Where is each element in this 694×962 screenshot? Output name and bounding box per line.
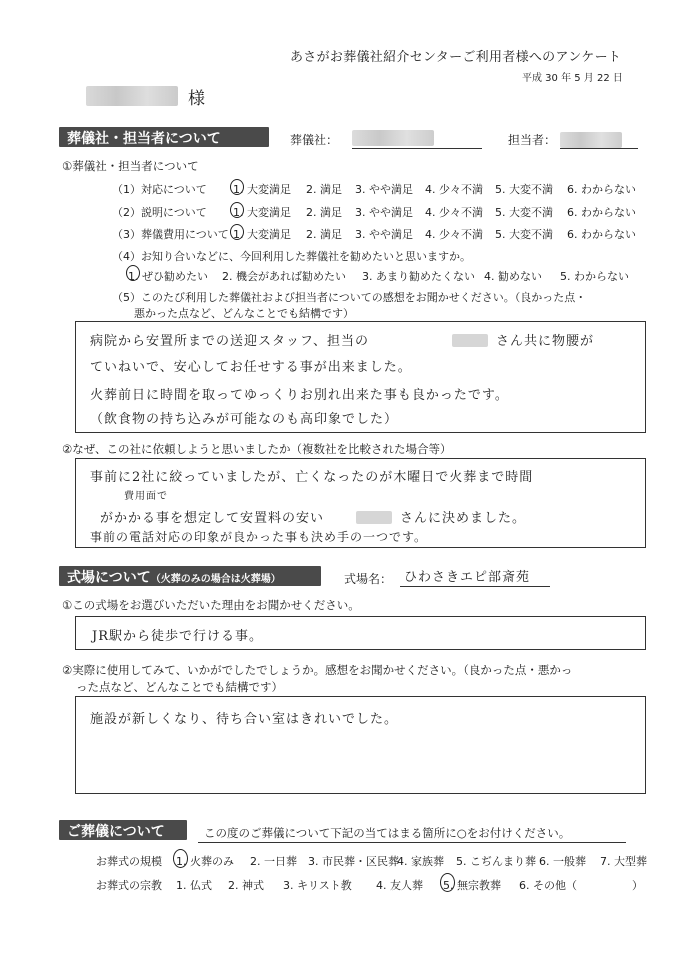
option-5: 5. 大変不満 bbox=[495, 206, 553, 219]
option-2: 2. 満足 bbox=[306, 206, 342, 219]
religion-option-4: 4. 友人葬 bbox=[376, 879, 423, 892]
venue-name-handwritten: ひわさきエピ部斎苑 bbox=[404, 570, 531, 585]
funeral-company-label: 葬儀社： bbox=[290, 133, 339, 147]
option-6: 6. わからない bbox=[567, 206, 636, 219]
section-heading-venue-note: （火葬のみの場合は火葬場） bbox=[150, 574, 281, 585]
option-1: 1. 大変満足 bbox=[233, 183, 291, 196]
option-2: 2. 満足 bbox=[306, 183, 342, 196]
handwritten-line: 病院から安置所までの送迎スタッフ、担当の bbox=[90, 334, 369, 349]
religion-option-5: 5. 無宗教葬 bbox=[443, 879, 501, 892]
venue-label: 式場名： bbox=[344, 572, 393, 586]
option-2: 2. 機会があれば勧めたい bbox=[222, 270, 346, 283]
handwritten-line: さん共に物腰が bbox=[496, 334, 595, 349]
q1-item-label: （3）葬儀費用について bbox=[112, 228, 229, 241]
staff-underline bbox=[560, 148, 638, 149]
religion-option-2: 2. 神式 bbox=[228, 879, 264, 892]
handwritten-line: 事前に2社に絞っていましたが、亡くなったのが木曜日で火葬まで時間 bbox=[90, 470, 534, 485]
selected-circle-mark bbox=[440, 873, 455, 892]
q1-item-label: （2）説明について bbox=[112, 206, 207, 219]
option-4: 4. 少々不満 bbox=[425, 228, 483, 241]
option-3: 3. やや満足 bbox=[355, 228, 413, 241]
option-4: 4. 少々不満 bbox=[425, 206, 483, 219]
section-heading-venue bbox=[59, 566, 321, 586]
venue-q1-text: ①この式場をお選びいただいた理由をお聞かせください。 bbox=[62, 598, 360, 612]
redacted-staff-handwritten bbox=[452, 334, 488, 347]
scale-option-7: 7. 大型葬 bbox=[600, 855, 647, 868]
religion-option-1: 1. 仏式 bbox=[176, 879, 212, 892]
religion-option-3: 3. キリスト教 bbox=[283, 879, 352, 892]
religion-option-close: ） bbox=[632, 879, 643, 892]
redacted-funeral-company bbox=[352, 130, 434, 146]
handwritten-line: 火葬前日に時間を取ってゆっくりお別れ出来た事も良かったです。 bbox=[90, 388, 509, 403]
option-4: 4. 勧めない bbox=[484, 270, 542, 283]
scale-option-3: 3. 市民葬・区民葬 bbox=[308, 855, 399, 868]
handwritten-insertion: 費用面で bbox=[124, 491, 168, 502]
q1-5-text-line2: 悪かった点など、どんなことでも結構です） bbox=[134, 307, 354, 320]
selected-circle-mark bbox=[230, 202, 244, 218]
option-1: 1. ぜひ勧めたい bbox=[128, 270, 208, 283]
scale-label: お葬式の規模 bbox=[96, 855, 162, 868]
option-5: 5. わからない bbox=[560, 270, 629, 283]
option-2: 2. 満足 bbox=[306, 228, 342, 241]
option-3: 3. あまり勧めたくない bbox=[362, 270, 475, 283]
scale-option-1: 1. 火葬のみ bbox=[176, 855, 234, 868]
option-1: 1. 大変満足 bbox=[233, 228, 291, 241]
section-heading-funeral: ご葬儀について bbox=[59, 820, 187, 840]
option-6: 6. わからない bbox=[567, 183, 636, 196]
redacted-customer-name bbox=[86, 86, 178, 106]
venue-q2-line2: った点など、どんなことでも結構です） bbox=[76, 680, 283, 694]
q1-4-text: （4）お知り合いなどに、今回利用した葬儀社を勧めたいと思いますか。 bbox=[112, 250, 471, 263]
scale-option-4: 4. 家族葬 bbox=[397, 855, 444, 868]
survey-date: 平成 30 年 5 月 22 日 bbox=[522, 73, 623, 84]
instruction-underline bbox=[198, 842, 626, 843]
scale-option-5: 5. こぢんまり葬 bbox=[456, 855, 536, 868]
handwritten-line: （飲食物の持ち込みが可能なのも高印象でした） bbox=[90, 412, 399, 427]
handwritten-line: さんに決めました。 bbox=[400, 511, 527, 526]
option-4: 4. 少々不満 bbox=[425, 183, 483, 196]
religion-option-6: 6. その他（ bbox=[519, 879, 577, 892]
handwritten-line: ていねいで、安心してお任せする事が出来ました。 bbox=[90, 360, 412, 375]
selected-circle-mark bbox=[126, 265, 140, 281]
option-6: 6. わからない bbox=[567, 228, 636, 241]
q1-5-text-line1: （5）このたび利用した葬儀社および担当者についての感想をお聞かせください。（良かった点・ bbox=[112, 291, 587, 304]
staff-label: 担当者： bbox=[508, 133, 557, 147]
selected-circle-mark bbox=[173, 849, 188, 868]
venue-q2-line1: ②実際に使用してみて、いかがでしたでしょうか。感想をお聞かせください。（良かった点・悪かっ bbox=[62, 663, 573, 677]
handwritten-line: JR駅から徒歩で行ける事。 bbox=[92, 629, 263, 644]
survey-title: あさがお葬儀社紹介センターご利用者様へのアンケート bbox=[290, 50, 622, 65]
section-heading-funeral-company: 葬儀社・担当者について bbox=[59, 127, 269, 147]
option-5: 5. 大変不満 bbox=[495, 183, 553, 196]
handwritten-line: 事前の電話対応の印象が良かった事も決め手の一つです。 bbox=[90, 530, 428, 544]
handwritten-line: 施設が新しくなり、待ち合い室はきれいでした。 bbox=[90, 712, 399, 727]
section-heading-venue-text: 式場について bbox=[67, 570, 151, 586]
scale-option-2: 2. 一日葬 bbox=[250, 855, 297, 868]
funeral-instruction: この度のご葬儀について下記の当てはまる箇所に○をお付けください。 bbox=[204, 826, 571, 840]
redacted-staff-name bbox=[560, 132, 622, 148]
redacted-company-handwritten bbox=[356, 511, 392, 524]
honorific: 様 bbox=[188, 89, 205, 109]
selected-circle-mark bbox=[230, 224, 244, 240]
handwritten-line: がかかる事を想定して安置料の安い bbox=[100, 511, 325, 526]
scale-option-6: 6. 一般葬 bbox=[539, 855, 586, 868]
venue-underline bbox=[400, 586, 550, 587]
option-1: 1. 大変満足 bbox=[233, 206, 291, 219]
option-3: 3. やや満足 bbox=[355, 206, 413, 219]
religion-label: お葬式の宗教 bbox=[96, 879, 162, 892]
selected-circle-mark bbox=[230, 179, 244, 195]
option-3: 3. やや満足 bbox=[355, 183, 413, 196]
q2-text: ②なぜ、この社に依頼しようと思いましたか（複数社を比較された場合等） bbox=[62, 442, 452, 456]
q1-item-label: （1）対応について bbox=[112, 183, 207, 196]
option-5: 5. 大変不満 bbox=[495, 228, 553, 241]
funeral-company-underline bbox=[352, 148, 482, 149]
q1-title: ①葬儀社・担当者について bbox=[62, 159, 199, 173]
